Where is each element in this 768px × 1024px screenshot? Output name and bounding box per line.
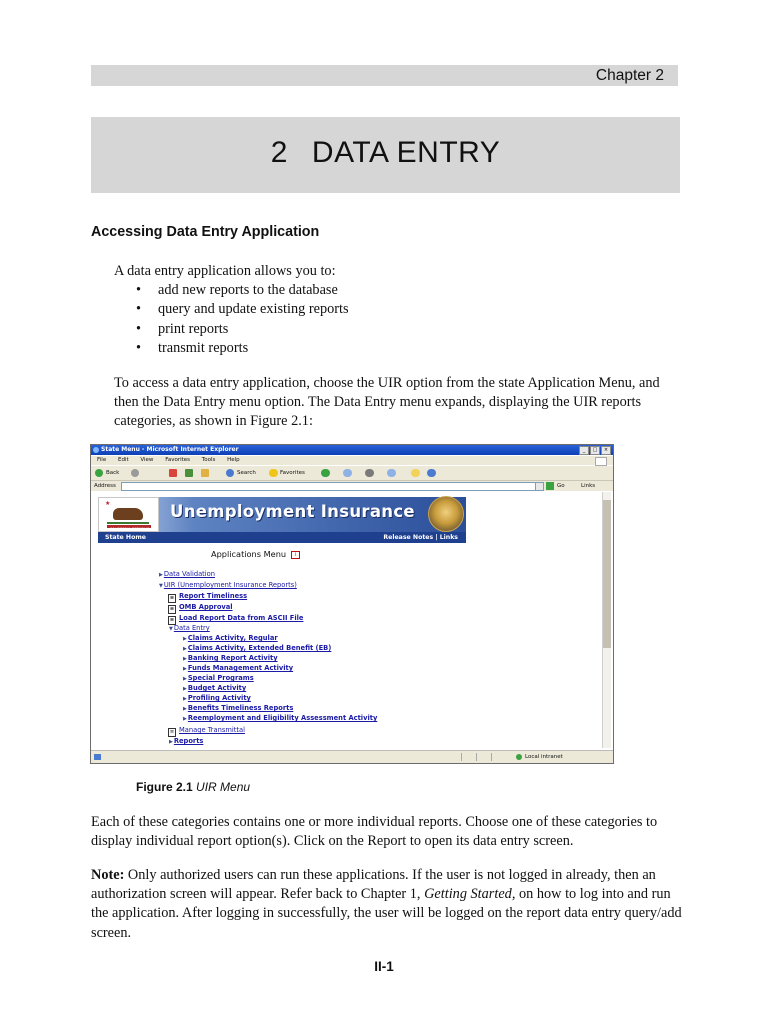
back-label: Back: [106, 470, 120, 476]
tree-item-category: ▶Claims Activity, Regular: [183, 633, 278, 644]
search-label: Search: [237, 470, 256, 476]
note-italic: Getting Started,: [424, 886, 516, 903]
back-arrow-icon: [95, 469, 103, 477]
chapter-label: Chapter 2: [595, 67, 664, 84]
expanded-arrow-icon: ▼: [169, 626, 173, 632]
chapter-title-box: [91, 117, 680, 193]
document-icon: ≡: [169, 606, 175, 612]
tree-item-report-timeliness: ≡ Report Timeliness: [169, 592, 248, 601]
figure-label: Figure 2.1: [136, 780, 193, 794]
close-icon: ×: [601, 446, 611, 455]
collapsed-arrow-icon: ▶: [183, 666, 187, 672]
collapsed-arrow-icon: ▶: [183, 676, 187, 682]
star-icon: ★: [105, 500, 111, 507]
edit-icon: [387, 469, 396, 477]
favorites-star-icon: [269, 469, 278, 477]
ie-icon: [93, 447, 99, 453]
status-divider: [491, 753, 492, 761]
chapter-title-text: DATA ENTRY: [311, 136, 501, 169]
tree-item-category: ▶Reemployment and Eligibility Assessment Activity: [183, 713, 377, 724]
go-label: Go: [557, 483, 565, 489]
go-arrow-icon: [546, 482, 554, 490]
note-label: Note:: [91, 867, 125, 883]
banner-title: Unemployment Insurance: [170, 502, 415, 521]
tree-item-category: ▶Profiling Activity: [183, 693, 251, 704]
mail-icon: [343, 469, 352, 477]
refresh-icon: [185, 469, 193, 477]
applications-menu-heading: [211, 549, 300, 559]
address-label: Address: [94, 483, 116, 489]
home-icon: [201, 469, 209, 477]
stop-icon: [169, 469, 177, 477]
chapter-header-bar: [91, 65, 678, 86]
menu-tools: Tools: [201, 457, 216, 463]
folder-icon: [411, 469, 420, 477]
bullet-item: • transmit reports: [136, 339, 349, 358]
document-icon: ≡: [169, 595, 175, 601]
collapsed-arrow-icon: ▶: [159, 572, 163, 578]
collapsed-arrow-icon: ▶: [169, 739, 173, 745]
page-number: II-1: [374, 959, 394, 974]
browser-toolbar: [91, 466, 613, 481]
intro-paragraph: A data entry application allows you to:: [114, 263, 336, 279]
history-icon: [321, 469, 330, 477]
california-flag-logo: [98, 497, 159, 532]
bullet-item: • query and update existing reports: [136, 300, 349, 319]
tree-item-data-validation: ▶Data Validation: [159, 569, 215, 580]
categories-paragraph: Each of these categories contains one or more individual reports. Choose one of these categories to display individual report option(s). Click on the Report to open its data entry screen.: [91, 814, 658, 850]
forward-arrow-icon: [131, 469, 139, 477]
bear-icon: [113, 508, 143, 520]
note-paragraph: [91, 866, 683, 943]
window-controls: [579, 446, 611, 455]
browser-titlebar: [91, 445, 613, 455]
menu-edit: Edit: [117, 457, 129, 463]
collapsed-arrow-icon: ▶: [183, 706, 187, 712]
browser-statusbar: [91, 750, 613, 763]
chapter-title: [91, 136, 680, 170]
search-icon: [226, 469, 234, 477]
figure-text: UIR Menu: [196, 780, 251, 794]
tree-item-category: ▶Special Programs: [183, 673, 254, 684]
banner-nav-bar: [98, 532, 466, 543]
tree-item-reports: ▶Reports: [169, 736, 203, 747]
menu-file: File: [97, 457, 107, 463]
menu-help: Help: [227, 457, 240, 463]
uir-menu-screenshot: [90, 444, 614, 764]
address-input: [121, 482, 541, 491]
chapter-number: 2: [270, 136, 288, 169]
state-seal-icon: [428, 496, 464, 532]
tree-item-manage-transmittal: ≡ Manage Transmittal: [169, 726, 245, 735]
collapsed-arrow-icon: ▶: [183, 716, 187, 722]
tree-item-category: ▶Budget Activity: [183, 683, 246, 694]
tree-item-category: ▶Banking Report Activity: [183, 653, 278, 664]
browser-window-title: State Menu - Microsoft Internet Explorer: [101, 446, 239, 453]
info-box-icon: i: [291, 551, 300, 559]
bullet-item: • print reports: [136, 320, 349, 339]
access-paragraph: To access a data entry application, choose the UIR option from the state Application Menu, and then the Data Entry menu option. The Data Entry menu expands, displaying the UIR reports categories, as shown in Figure 2.1:: [114, 375, 660, 430]
section-heading: Accessing Data Entry Application: [91, 224, 320, 240]
address-bar: [91, 481, 613, 491]
tree-item-category: ▶Benefits Timeliness Reports: [183, 703, 293, 714]
page-icon: [94, 754, 101, 760]
tree-item-data-entry: ▼Data Entry: [169, 623, 210, 634]
bullet-item: • add new reports to the database: [136, 281, 349, 300]
collapsed-arrow-icon: ▶: [183, 696, 187, 702]
browser-menubar: [91, 456, 613, 465]
tree-item-category: ▶Claims Activity, Extended Benefit (EB): [183, 643, 331, 654]
state-home-link: State Home: [105, 534, 146, 541]
tree-item-category: ▶Funds Management Activity: [183, 663, 293, 674]
links-label: Links: [581, 483, 596, 489]
applications-menu-label: Applications Menu: [211, 549, 287, 559]
status-divider: [476, 753, 477, 761]
tree-item-omb-approval: ≡ OMB Approval: [169, 603, 233, 612]
messenger-icon: [427, 469, 436, 477]
browser-scrollbar: [602, 492, 611, 748]
flag-ground: [107, 522, 149, 524]
address-dropdown-icon: [535, 482, 544, 491]
collapsed-arrow-icon: ▶: [183, 636, 187, 642]
expanded-arrow-icon: ▼: [159, 583, 163, 589]
menu-favorites: Favorites: [165, 457, 191, 463]
intranet-icon: [516, 754, 522, 760]
note-text-after: on how to log into and run the application. After logging in successfully, the user will be logged on the report data entry query/add screen.: [91, 886, 682, 941]
scrollbar-thumb: [603, 500, 611, 648]
document-icon: ≡: [169, 729, 175, 735]
document-icon: ≡: [169, 617, 175, 623]
minimize-icon: _: [579, 446, 589, 455]
status-divider: [461, 753, 462, 761]
tree-item-load-report: ≡ Load Report Data from ASCII File: [169, 614, 304, 623]
collapsed-arrow-icon: ▶: [183, 686, 187, 692]
flag-text: CALIFORNIA REPUBLIC: [109, 527, 150, 531]
maximize-icon: □: [590, 446, 600, 455]
windows-logo-icon: [595, 457, 607, 466]
collapsed-arrow-icon: ▶: [183, 646, 187, 652]
menu-view: View: [140, 457, 154, 463]
print-icon: [365, 469, 374, 477]
collapsed-arrow-icon: ▶: [183, 656, 187, 662]
favorites-label: Favorites: [280, 470, 305, 476]
status-zone: Local intranet: [525, 754, 563, 760]
figure-caption: [136, 780, 250, 794]
ui-banner: [98, 497, 466, 532]
note-text-before: Only authorized users can run these applications. If the user is not logged in already, then an authorization screen will appear. Refer back to Chapter 1,: [91, 867, 656, 903]
bullet-list: [136, 281, 349, 359]
tree-item-uir: ▼UIR (Unemployment Insurance Reports): [159, 580, 297, 591]
browser-content: [91, 492, 601, 748]
release-notes-links: Release Notes | Links: [383, 534, 458, 541]
